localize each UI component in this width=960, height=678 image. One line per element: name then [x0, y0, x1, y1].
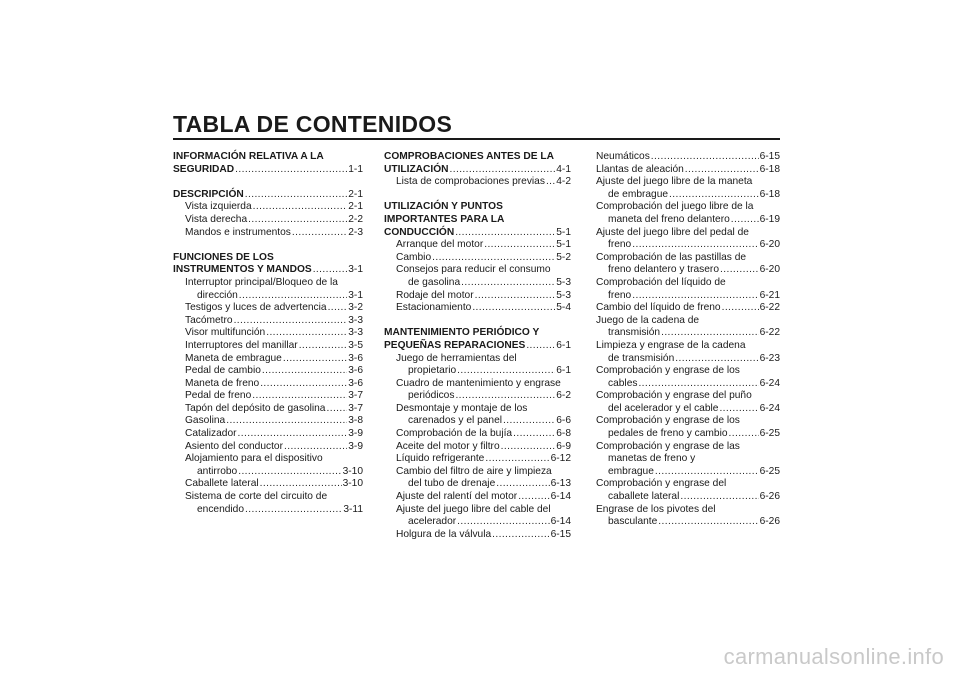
toc-entry-title: caballete lateral: [608, 491, 680, 503]
toc-page-number: 5-3: [556, 276, 571, 288]
toc-entry[interactable]: [173, 478, 363, 491]
page-title: TABLA DE CONTENIDOS: [173, 111, 453, 137]
dot-leader: [455, 390, 555, 403]
dot-leader: [722, 302, 759, 315]
toc-entry-title: de embrague: [608, 188, 669, 200]
dot-leader: [245, 189, 348, 202]
toc-entry-title: INFORMACIÓN RELATIVA A LA: [173, 151, 324, 162]
toc-page-number: 6-2: [556, 390, 571, 402]
toc-entry-title: Gasolina: [185, 415, 226, 427]
toc-entry-title: Catalizador: [185, 428, 237, 440]
dot-leader: [472, 302, 555, 315]
toc-page-number: 3-1: [348, 289, 363, 301]
toc-entry-title: Pedal de freno: [185, 390, 252, 402]
toc-entry-title: carenados y el panel: [408, 415, 503, 427]
toc-entry-title: pedales de freno y cambio: [608, 428, 728, 440]
dot-leader: [501, 441, 556, 454]
toc-entry-title: Cuadro de mantenimiento y engrase: [396, 377, 561, 389]
toc-entry-title: Aceite del motor y filtro: [396, 440, 500, 452]
toc-entry[interactable]: [596, 302, 780, 315]
dot-leader: [299, 340, 348, 353]
toc-page-number: 6-1: [556, 365, 571, 377]
toc-entry[interactable]: [384, 176, 571, 189]
toc-entry-title: propietario: [408, 365, 457, 377]
dot-leader: [245, 504, 342, 517]
dot-leader: [720, 264, 759, 277]
dot-leader: [475, 290, 556, 303]
toc-entry[interactable]: [384, 491, 571, 504]
toc-entry-title: Cambio del filtro de aire y limpieza: [396, 465, 552, 477]
toc-page-number: 5-1: [556, 239, 571, 251]
toc-entry[interactable]: [173, 201, 363, 214]
toc-page-number: 6-20: [759, 264, 780, 276]
toc-entry-title: Comprobación de las pastillas de: [596, 251, 747, 263]
toc-entry[interactable]: [384, 403, 571, 428]
dot-leader: [284, 441, 347, 454]
toc-entry-title: Caballete lateral: [185, 478, 259, 490]
toc-entry[interactable]: [173, 415, 363, 428]
toc-entry-title: Vista izquierda: [185, 201, 252, 213]
toc-entry-title: Maneta de embrague: [185, 352, 282, 364]
toc-entry[interactable]: [173, 214, 363, 227]
toc-page-number: 6-15: [759, 151, 780, 162]
toc-page-number: 6-22: [759, 302, 780, 314]
dot-leader: [253, 201, 348, 214]
dot-leader: [313, 264, 348, 277]
dot-leader: [239, 290, 347, 303]
toc-section[interactable]: [384, 151, 571, 176]
toc-entry-title: Comprobación y engrase de los: [596, 415, 740, 427]
toc-entry[interactable]: [384, 453, 571, 466]
toc-entry-title: Limpieza y engrase de la cadena: [596, 339, 746, 351]
toc-entry-title: INSTRUMENTOS Y MANDOS: [173, 264, 312, 276]
toc-section[interactable]: [384, 201, 571, 239]
toc-page-number: 6-26: [759, 491, 780, 503]
toc-entry-title: embrague: [608, 465, 654, 477]
toc-entry-title: de transmisión: [608, 352, 675, 364]
toc-entry-title: UTILIZACIÓN Y PUNTOS: [384, 201, 503, 213]
section-gap: [173, 176, 363, 189]
toc-entry[interactable]: [596, 277, 780, 302]
toc-entry-title: Vista derecha: [185, 213, 248, 225]
dot-leader: [496, 478, 549, 491]
toc-entry[interactable]: [384, 428, 571, 441]
toc-entry-title: Testigos y luces de advertencia: [185, 302, 327, 314]
title-rule: [173, 138, 780, 140]
toc-entry-title: PEQUEÑAS REPARACIONES: [384, 339, 526, 351]
toc-entry-title: Visor multifunción: [185, 327, 266, 339]
toc-entry-title: antirrobo: [197, 465, 238, 477]
section-gap: [384, 315, 571, 328]
dot-leader: [658, 516, 758, 529]
toc-page-number: 6-25: [759, 428, 780, 440]
toc-page-number: 3-6: [348, 377, 363, 389]
dot-leader: [632, 290, 758, 303]
toc-entry[interactable]: [384, 290, 571, 303]
toc-entry[interactable]: [596, 441, 780, 479]
toc-entry-title: Tacómetro: [185, 314, 233, 326]
dot-leader: [719, 403, 758, 416]
toc-entry[interactable]: [173, 227, 363, 240]
toc-entry[interactable]: [384, 353, 571, 378]
dot-leader: [455, 227, 555, 240]
toc-entry-title: Comprobación y engrase del puño: [596, 390, 752, 402]
toc-entry-title: Ajuste del ralentí del motor: [396, 491, 518, 503]
toc-page-number: 6-12: [550, 453, 571, 465]
dot-leader: [484, 239, 555, 252]
dot-leader: [651, 151, 759, 164]
toc-entry-title: Engrase de los pivotes del: [596, 503, 716, 515]
toc-page-number: 3-8: [348, 415, 363, 427]
toc-entry-title: Tapón del depósito de gasolina: [185, 402, 326, 414]
section-gap: [384, 189, 571, 202]
toc-page-number: 6-21: [759, 289, 780, 301]
dot-leader: [669, 189, 759, 202]
toc-entry-title: Ajuste del juego libre del pedal de: [596, 226, 749, 238]
toc-entry[interactable]: [596, 252, 780, 277]
toc-entry[interactable]: [173, 428, 363, 441]
toc-section[interactable]: [173, 189, 363, 202]
toc-entry[interactable]: [596, 151, 780, 164]
toc-entry[interactable]: [173, 315, 363, 328]
toc-entry-title: Llantas de aleación: [596, 163, 684, 175]
toc-page-number: 2-1: [348, 188, 363, 200]
dot-leader: [661, 327, 759, 340]
toc-entry-title: dirección: [197, 289, 238, 301]
toc-entry[interactable]: [173, 390, 363, 403]
toc-entry[interactable]: [596, 164, 780, 177]
toc-page-number: 3-6: [348, 365, 363, 377]
toc-page-number: 6-24: [759, 402, 780, 414]
dot-leader: [238, 428, 348, 441]
toc-page-number: 3-2: [348, 302, 363, 314]
dot-leader: [485, 453, 549, 466]
toc-entry[interactable]: [384, 302, 571, 315]
toc-section[interactable]: [384, 327, 571, 352]
toc-entry[interactable]: [173, 327, 363, 340]
toc-entry-title: Pedal de cambio: [185, 365, 261, 377]
toc-entry-title: MANTENIMIENTO PERIÓDICO Y: [384, 327, 540, 339]
dot-leader: [450, 164, 556, 177]
dot-leader: [503, 415, 555, 428]
toc-entry[interactable]: [596, 201, 780, 226]
toc-entry-title: transmisión: [608, 327, 661, 339]
toc-entry-title: Comprobación del líquido de: [596, 276, 726, 288]
toc-entry[interactable]: [596, 478, 780, 503]
toc-entry[interactable]: [384, 252, 571, 265]
dot-leader: [283, 353, 347, 366]
toc-page-number: 6-18: [759, 163, 780, 175]
toc-page-number: 4-1: [556, 163, 571, 175]
toc-entry-title: acelerador: [408, 516, 457, 528]
toc-page-number: 3-1: [348, 264, 363, 276]
toc-entry-title: Asiento del conductor: [185, 440, 283, 452]
toc-entry-title: IMPORTANTES PARA LA: [384, 213, 505, 225]
toc-page-number: 3-5: [348, 339, 363, 351]
toc-entry[interactable]: [596, 176, 780, 201]
toc-page-number: 6-6: [556, 415, 571, 427]
toc-entry-title: Arranque del motor: [396, 239, 484, 251]
toc-page-number: 3-10: [342, 465, 363, 477]
dot-leader: [238, 466, 341, 479]
toc-entry-title: DESCRIPCIÓN: [173, 188, 244, 200]
dot-leader: [457, 365, 555, 378]
dot-leader: [492, 529, 549, 542]
toc-page-number: 6-9: [556, 440, 571, 452]
toc-page-number: 3-11: [343, 503, 363, 515]
toc-entry-title: Comprobación y engrase del: [596, 478, 727, 490]
toc-page-number: 6-22: [759, 327, 780, 339]
toc-entry-title: Lista de comprobaciones previas: [396, 176, 545, 188]
dot-leader: [546, 176, 555, 189]
toc-entry[interactable]: [384, 239, 571, 252]
toc-entry[interactable]: [173, 453, 363, 478]
toc-entry[interactable]: [173, 403, 363, 416]
dot-leader: [235, 164, 347, 177]
toc-entry-title: Consejos para reducir el consumo: [396, 264, 551, 276]
dot-leader: [638, 378, 758, 391]
dot-leader: [655, 466, 759, 479]
toc-entry-title: cables: [608, 377, 638, 389]
toc-entry-title: manetas de freno y: [608, 453, 696, 465]
toc-entry-title: Comprobación de la bujía: [396, 428, 513, 440]
toc-entry[interactable]: [173, 353, 363, 366]
toc-entry-title: maneta del freno delantero: [608, 213, 730, 225]
toc-page-number: 5-1: [556, 226, 571, 238]
toc-page-number: 6-15: [550, 528, 571, 540]
dot-leader: [518, 491, 549, 504]
toc-page-number: 4-2: [556, 176, 571, 188]
toc-entry-title: Juego de herramientas del: [396, 352, 517, 364]
toc-page-number: 2-3: [348, 226, 363, 238]
toc-page-number: 2-2: [348, 213, 363, 225]
dot-leader: [266, 327, 347, 340]
toc-entry-title: del acelerador y el cable: [608, 402, 719, 414]
toc-entry-title: de gasolina: [408, 276, 461, 288]
toc-page-number: 1-1: [348, 163, 363, 175]
toc-entry-title: Comprobación y engrase de los: [596, 365, 740, 377]
toc-entry[interactable]: [384, 378, 571, 403]
toc-page-number: 6-8: [556, 428, 571, 440]
toc-page-number: 6-14: [550, 516, 571, 528]
toc-page-number: 3-3: [348, 314, 363, 326]
toc-page-number: 3-9: [348, 428, 363, 440]
toc-page-number: 6-19: [759, 213, 780, 225]
dot-leader: [675, 353, 758, 366]
dot-leader: [731, 214, 759, 227]
toc-page-number: 3-6: [348, 352, 363, 364]
toc-page-number: 6-18: [759, 188, 780, 200]
toc-page-number: 6-13: [550, 478, 571, 490]
toc-entry-title: del tubo de drenaje: [408, 478, 496, 490]
dot-leader: [526, 340, 555, 353]
toc-column-2: [384, 151, 571, 541]
dot-leader: [632, 239, 758, 252]
toc-page-number: 3-3: [348, 327, 363, 339]
toc-entry-title: SEGURIDAD: [173, 163, 235, 175]
dot-leader: [260, 378, 347, 391]
toc-page-number: 6-24: [759, 377, 780, 389]
toc-entry-title: Desmontaje y montaje de los: [396, 402, 528, 414]
toc-entry[interactable]: [173, 340, 363, 353]
toc-entry-title: basculante: [608, 516, 658, 528]
toc-entry-title: Interruptores del manillar: [185, 339, 298, 351]
toc-page-number: 5-3: [556, 289, 571, 301]
toc-entry-title: Ajuste del juego libre de la maneta: [596, 176, 753, 188]
toc-entry-title: Mandos e instrumentos: [185, 226, 291, 238]
toc-column-3: [596, 151, 780, 529]
toc-page-number: 6-26: [759, 516, 780, 528]
toc-entry-title: Neumáticos: [596, 151, 650, 162]
toc-entry-title: Ajuste del juego libre del cable del: [396, 503, 551, 515]
toc-entry[interactable]: [384, 529, 571, 542]
toc-entry-title: Estacionamiento: [396, 302, 472, 314]
toc-entry-title: Sistema de corte del circuito de: [185, 491, 328, 503]
dot-leader: [457, 516, 549, 529]
toc-entry-title: freno delantero y trasero: [608, 264, 719, 276]
section-gap: [173, 239, 363, 252]
dot-leader: [248, 214, 347, 227]
toc-entry-title: freno: [608, 289, 632, 301]
toc-page-number: 5-2: [556, 251, 571, 263]
toc-entry[interactable]: [596, 315, 780, 340]
toc-entry-title: Comprobación y engrase de las: [596, 440, 740, 452]
dot-leader: [252, 390, 347, 403]
toc-entry-title: Líquido refrigerante: [396, 453, 485, 465]
dot-leader: [513, 428, 555, 441]
toc-column-1: [173, 151, 363, 516]
toc-page-number: 3-7: [348, 402, 363, 414]
dot-leader: [262, 365, 347, 378]
toc-entry-title: encendido: [197, 503, 245, 515]
toc-entry[interactable]: [596, 390, 780, 415]
toc-entry[interactable]: [596, 227, 780, 252]
toc-page-number: 6-14: [550, 491, 571, 503]
toc-section[interactable]: [173, 151, 363, 176]
toc-entry[interactable]: [173, 302, 363, 315]
toc-entry[interactable]: [384, 504, 571, 529]
toc-entry-title: Comprobación del juego libre de la: [596, 201, 754, 213]
toc-page-number: 6-23: [759, 352, 780, 364]
toc-entry-title: periódicos: [408, 390, 455, 402]
dot-leader: [729, 428, 759, 441]
toc-entry-title: CONDUCCIÓN: [384, 226, 455, 238]
dot-leader: [328, 302, 348, 315]
toc-entry[interactable]: [596, 340, 780, 365]
toc-entry[interactable]: [384, 466, 571, 491]
toc-entry[interactable]: [596, 415, 780, 440]
toc-entry-title: Interruptor principal/Bloqueo de la: [185, 276, 338, 288]
toc-entry-title: Alojamiento para el dispositivo: [185, 453, 323, 465]
toc-entry-title: Holgura de la válvula: [396, 528, 492, 540]
toc-entry[interactable]: [384, 264, 571, 289]
toc-entry-title: Rodaje del motor: [396, 289, 474, 301]
toc-page-number: 2-1: [348, 201, 363, 213]
toc-entry[interactable]: [173, 441, 363, 454]
dot-leader: [326, 403, 347, 416]
toc-entry[interactable]: [173, 277, 363, 302]
toc-entry-title: freno: [608, 239, 632, 251]
toc-entry[interactable]: [173, 378, 363, 391]
toc-entry-title: Cambio del líquido de freno: [596, 302, 721, 314]
toc-entry[interactable]: [596, 365, 780, 390]
toc-entry-title: Maneta de freno: [185, 377, 260, 389]
toc-entry[interactable]: [173, 491, 363, 516]
dot-leader: [260, 478, 342, 491]
toc-page-number: 6-25: [759, 465, 780, 477]
toc-entry-title: Juego de la cadena de: [596, 314, 700, 326]
toc-entry-title: Cambio: [396, 251, 432, 263]
toc-entry-title: COMPROBACIONES ANTES DE LA: [384, 151, 554, 162]
toc-page-number: 3-10: [342, 478, 363, 490]
toc-entry-title: UTILIZACIÓN: [384, 163, 449, 175]
dot-leader: [234, 315, 348, 328]
watermark-footer: carmanualsonline.info: [723, 644, 944, 669]
toc-entry-title: FUNCIONES DE LOS: [173, 251, 274, 263]
toc-entry[interactable]: [596, 504, 780, 529]
toc-entry[interactable]: [384, 441, 571, 454]
dot-leader: [292, 227, 347, 240]
toc-section[interactable]: [173, 252, 363, 277]
toc-page-number: 3-7: [348, 390, 363, 402]
dot-leader: [680, 491, 758, 504]
dot-leader: [432, 252, 555, 265]
dot-leader: [226, 415, 347, 428]
toc-page-number: 6-1: [556, 339, 571, 351]
dot-leader: [461, 277, 555, 290]
toc-entry[interactable]: [173, 365, 363, 378]
dot-leader: [685, 164, 759, 177]
toc-page-number: 5-4: [556, 302, 571, 314]
toc-page-number: 3-9: [348, 440, 363, 452]
toc-page-number: 6-20: [759, 239, 780, 251]
